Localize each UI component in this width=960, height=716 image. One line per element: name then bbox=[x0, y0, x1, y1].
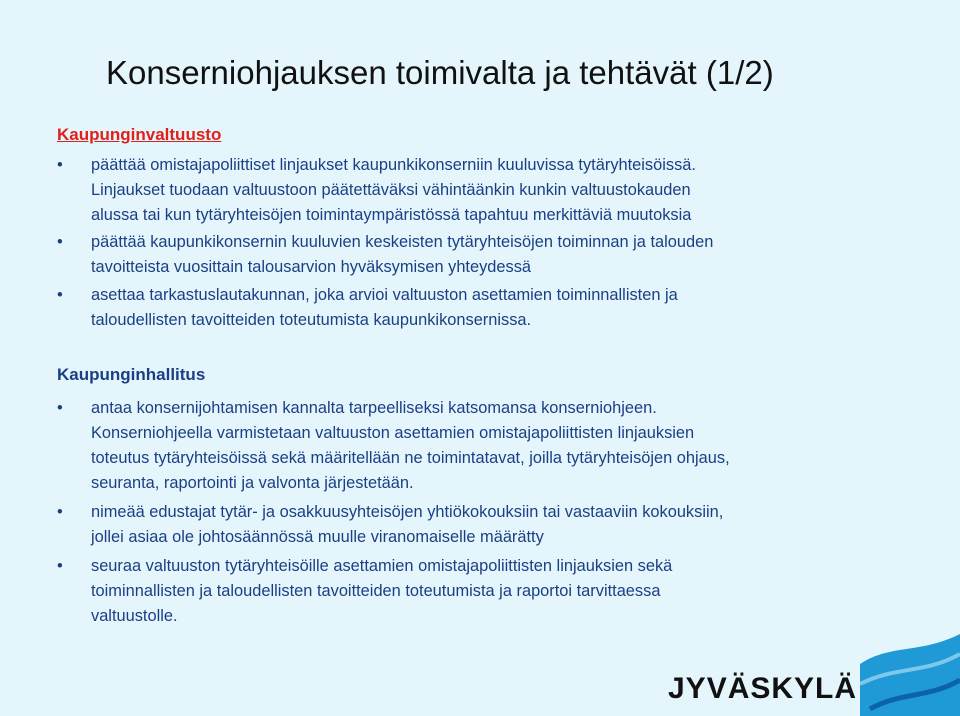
text-line: antaa konsernijohtamisen kannalta tarpeelliseksi katsomansa konserniohjeen. bbox=[91, 399, 657, 417]
text-line: taloudellisten tavoitteiden toteutumista kaupunkikonsernissa. bbox=[91, 311, 532, 329]
text-line: asettaa tarkastuslautakunnan, joka arvioi valtuuston asettamien toiminnallisten ja bbox=[91, 286, 678, 304]
kaupunginhallitus-list bbox=[0, 396, 881, 629]
text-line: alussa tai kun tytäryhteisöjen toimintaympäristössä tapahtuu merkittäviä muutoksia bbox=[91, 206, 692, 224]
text-line: päättää kaupunkikonsernin kuuluvien keskeisten tytäryhteisöjen toiminnan ja talouden bbox=[91, 233, 714, 251]
text-line: nimeää edustajat tytär- ja osakkuusyhteisöjen yhtiökokouksiin tai vastaaviin kokouksiin, bbox=[91, 503, 724, 521]
wave-logo-icon bbox=[860, 624, 960, 716]
text-line: valtuustolle. bbox=[91, 607, 178, 625]
list-item bbox=[0, 396, 881, 496]
list-item bbox=[0, 283, 881, 333]
bullet-icon: • bbox=[57, 557, 63, 575]
bullet-icon: • bbox=[57, 156, 63, 174]
text-line: seuranta, raportointi ja valvonta järjestetään. bbox=[91, 474, 414, 492]
bullet-icon: • bbox=[57, 399, 63, 417]
section-heading-kaupunginvaltuusto: Kaupunginvaltuusto bbox=[57, 125, 222, 144]
list-item bbox=[0, 554, 881, 629]
jyvaskyla-logo: JYVÄSKYLÄ bbox=[668, 672, 858, 705]
list-item bbox=[0, 500, 881, 550]
section-heading-kaupunginhallitus: Kaupunginhallitus bbox=[57, 365, 206, 384]
page-title: Konserniohjauksen toimivalta ja tehtävät (1/2) bbox=[106, 54, 774, 91]
list-item bbox=[0, 153, 881, 228]
bullet-icon: • bbox=[57, 503, 63, 521]
list-item bbox=[0, 230, 881, 280]
text-line: tavoitteista vuosittain talousarvion hyväksymisen yhteydessä bbox=[91, 258, 532, 276]
text-line: seuraa valtuuston tytäryhteisöille asettamien omistajapoliittisten linjauksien sekä bbox=[91, 557, 673, 575]
bullet-icon: • bbox=[57, 233, 63, 251]
text-line: Konserniohjeella varmistetaan valtuuston asettamien omistajapoliittisten linjauksien bbox=[91, 424, 695, 442]
text-line: Linjaukset tuodaan valtuustoon päätettäväksi vähintäänkin kunkin valtuustokauden bbox=[91, 181, 691, 199]
text-line: toiminnallisten ja taloudellisten tavoitteiden toteutumista ja raportoi tarvittaessa bbox=[91, 582, 661, 600]
text-line: toteutus tytäryhteisöissä sekä määritellään ne toimintatavat, joilla tytäryhteisöjen ohjaus, bbox=[91, 449, 730, 467]
text-line: päättää omistajapoliittiset linjaukset kaupunkikonserniin kuuluvissa tytäryhteisöissä. bbox=[91, 156, 696, 174]
bullet-icon: • bbox=[57, 286, 63, 304]
kaupunginvaltuusto-list bbox=[0, 153, 881, 333]
text-line: jollei asiaa ole johtosäännössä muulle viranomaiselle määrätty bbox=[91, 528, 544, 546]
